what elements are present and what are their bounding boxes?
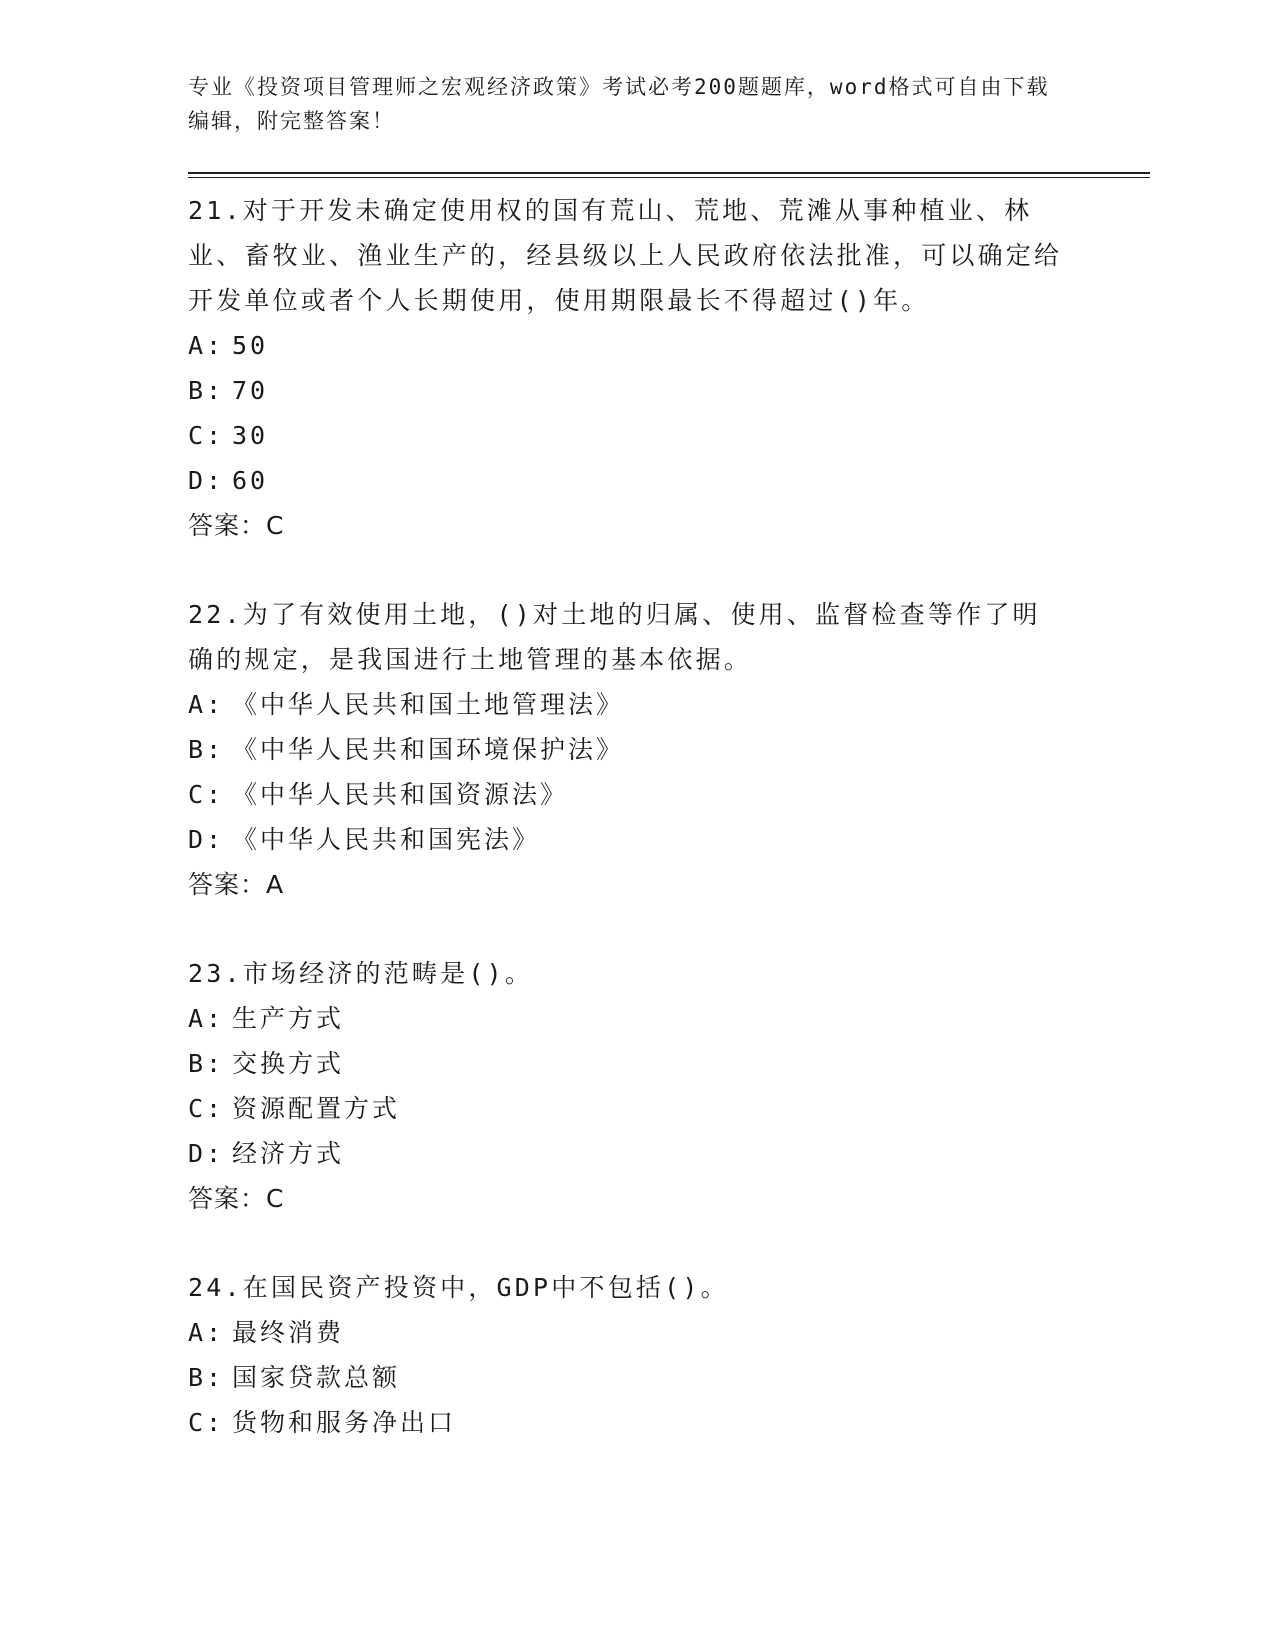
document-page [188,70,1148,1489]
option-value: 30 [232,421,269,450]
question-list [188,188,1148,1445]
option-value: 货物和服务净出口 [232,1408,457,1437]
option-key: B: [188,376,225,405]
option-value: 60 [232,466,269,495]
question-stem: 21.对于开发未确定使用权的国有荒山、荒地、荒滩从事种植业、林业、畜牧业、渔业生产的，经县级以上人民政府依法批准，可以确定给开发单位或者个人长期使用，使用期限最长不得超过()年。 [188,196,1063,315]
option-key: B: [188,735,225,764]
option-d [188,458,1148,503]
option-c [188,413,1148,458]
option-b [188,1355,1148,1400]
option-key: B: [188,1363,225,1392]
option-key: D: [188,1139,225,1168]
option-key: C: [188,1408,225,1437]
question-stem: 23.市场经济的范畴是()。 [188,959,534,988]
option-value: 50 [232,331,269,360]
option-value: 资源配置方式 [232,1094,401,1123]
option-key: A: [188,690,225,719]
option-a [188,682,1148,727]
question-stem: 22.为了有效使用土地，()对土地的归属、使用、监督检查等作了明确的规定，是我国进行土地管理的基本依据。 [188,600,1041,674]
option-value: 国家贷款总额 [232,1363,401,1392]
answer-line: 答案：A [188,870,285,899]
option-value: 生产方式 [232,1004,345,1033]
option-a [188,996,1148,1041]
option-value: 《中华人民共和国土地管理法》 [232,690,625,719]
option-key: A: [188,1318,225,1347]
option-key: C: [188,1094,225,1123]
option-value: 交换方式 [232,1049,345,1078]
question-21 [188,188,1148,548]
question-23 [188,951,1148,1221]
option-c [188,772,1148,817]
option-key: C: [188,421,225,450]
option-d [188,817,1148,862]
option-b [188,1041,1148,1086]
option-key: D: [188,466,225,495]
header-divider [188,172,1150,178]
question-stem: 24.在国民资产投资中，GDP中不包括()。 [188,1273,729,1302]
option-a [188,1310,1148,1355]
option-a [188,323,1148,368]
option-value: 《中华人民共和国环境保护法》 [232,735,625,764]
answer-line: 答案：C [188,511,285,540]
option-value: 《中华人民共和国宪法》 [232,825,541,854]
option-value: 《中华人民共和国资源法》 [232,780,569,809]
option-value: 70 [232,376,269,405]
document-header: 专业《投资项目管理师之宏观经济政策》考试必考200题题库，word格式可自由下载编辑，附完整答案！ [188,75,1050,133]
option-key: A: [188,1004,225,1033]
option-d [188,1131,1148,1176]
option-c [188,1086,1148,1131]
option-b [188,368,1148,413]
answer-line: 答案：C [188,1184,285,1213]
option-key: C: [188,780,225,809]
option-c [188,1400,1148,1445]
option-key: D: [188,825,225,854]
option-key: B: [188,1049,225,1078]
option-value: 最终消费 [232,1318,345,1347]
option-value: 经济方式 [232,1139,345,1168]
option-b [188,727,1148,772]
option-key: A: [188,331,225,360]
question-24 [188,1265,1148,1445]
question-22 [188,592,1148,907]
